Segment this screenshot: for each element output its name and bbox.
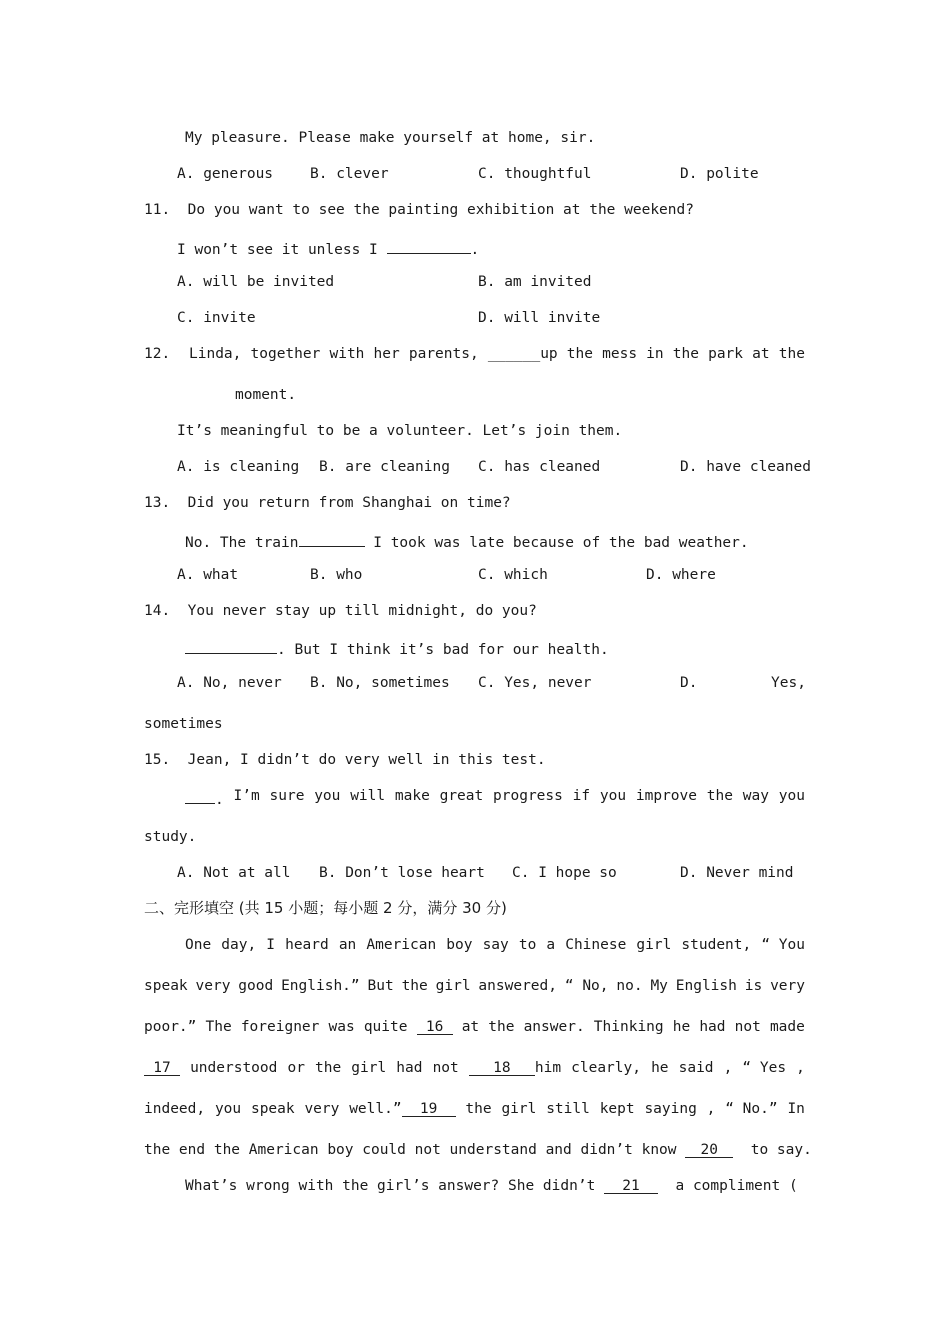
passage-line-3: poor.” The foreigner was quite 16 at the answer. Thinking he had not made <box>144 1019 805 1035</box>
q14-option-d-text: Yes, <box>771 675 806 691</box>
q10-option-a: A. generous <box>177 166 274 182</box>
q11-option-b: B. am invited <box>478 274 592 290</box>
blank-19: 19 <box>402 1099 456 1117</box>
q11-response: I won’t see it unless I . <box>177 236 479 260</box>
q14-response: . But I think it’s bad for our health. <box>185 636 609 660</box>
q14-blank <box>185 636 277 654</box>
q12-option-b: B. are cleaning <box>319 459 450 475</box>
q13-blank <box>299 529 365 547</box>
q11-option-d: D. will invite <box>478 310 601 326</box>
q12-option-c: C. has cleaned <box>478 459 601 475</box>
q15-blank <box>185 786 215 804</box>
q13-option-c: C. which <box>478 567 548 583</box>
q15-question: 15. Jean, I didn’t do very well in this test. <box>144 752 546 768</box>
q12-question: Linda, together with her parents, ______up the mess in the park at the <box>189 346 805 362</box>
q12-option-a: A. is cleaning <box>177 459 300 475</box>
q13-option-a: A. what <box>177 567 239 583</box>
blank-21: 21 <box>604 1176 658 1194</box>
blank-16: 16 <box>417 1017 453 1035</box>
passage-line-5: indeed, you speak very well.” 19 the girl still kept saying , “ No.” In <box>144 1101 805 1117</box>
q11-blank <box>387 236 471 254</box>
q12-response: It’s meaningful to be a volunteer. Let’s join them. <box>177 423 623 439</box>
q15-response: . I’m sure you will make great progress if you improve the way you <box>185 786 805 810</box>
q14-option-a: A. No, never <box>177 675 282 691</box>
q14-option-d-cont: sometimes <box>144 716 223 732</box>
q15-response-cont: study. <box>144 829 197 845</box>
blank-20: 20 <box>685 1140 733 1158</box>
q14-option-b: B. No, sometimes <box>310 675 450 691</box>
q12-option-d: D. have cleaned <box>680 459 811 475</box>
q14-option-c: C. Yes, never <box>478 675 592 691</box>
q10-option-d: D. polite <box>680 166 759 182</box>
section-heading: 二、完形填空 (共 15 小题；每小题 2 分，满分 30 分) <box>144 899 507 917</box>
q15-option-c: C. I hope so <box>512 865 617 881</box>
q14-question: 14. You never stay up till midnight, do you? <box>144 603 537 619</box>
q10-option-c: C. thoughtful <box>478 166 592 182</box>
q15-option-d: D. Never mind <box>680 865 794 881</box>
passage-line-2: speak very good English.” But the girl answered, “ No, no. My English is very <box>144 978 805 994</box>
passage-line-6: the end the American boy could not understand and didn’t know 20 to say. <box>144 1142 812 1158</box>
q10-response: My pleasure. Please make yourself at home, sir. <box>185 130 596 146</box>
blank-18: 18 <box>469 1058 535 1076</box>
q12-number: 12. <box>144 346 171 362</box>
q13-option-d: D. where <box>646 567 716 583</box>
q15-option-a: A. Not at all <box>177 865 291 881</box>
blank-17: 17 <box>144 1058 180 1076</box>
q12-question-cont: moment. <box>235 387 297 403</box>
q13-response: No. The train I took was late because of the bad weather. <box>185 529 749 553</box>
q11-option-a: A. will be invited <box>177 274 335 290</box>
passage-line-4: 17 understood or the girl had not 18 him clearly, he said , “ Yes , <box>144 1058 805 1078</box>
q11-option-c: C. invite <box>177 310 256 326</box>
passage-line-1: One day, I heard an American boy say to a Chinese girl student, “ You <box>185 937 805 953</box>
q10-option-b: B. clever <box>310 166 389 182</box>
q15-option-b: B. Don’t lose heart <box>319 865 485 881</box>
q13-option-b: B. who <box>310 567 363 583</box>
passage-line-7: What’s wrong with the girl’s answer? She didn’t 21 a compliment ( <box>185 1178 798 1194</box>
q13-question: 13. Did you return from Shanghai on time? <box>144 495 511 511</box>
q11-question: 11. Do you want to see the painting exhibition at the weekend? <box>144 202 694 218</box>
q14-option-d: D. <box>680 675 698 691</box>
